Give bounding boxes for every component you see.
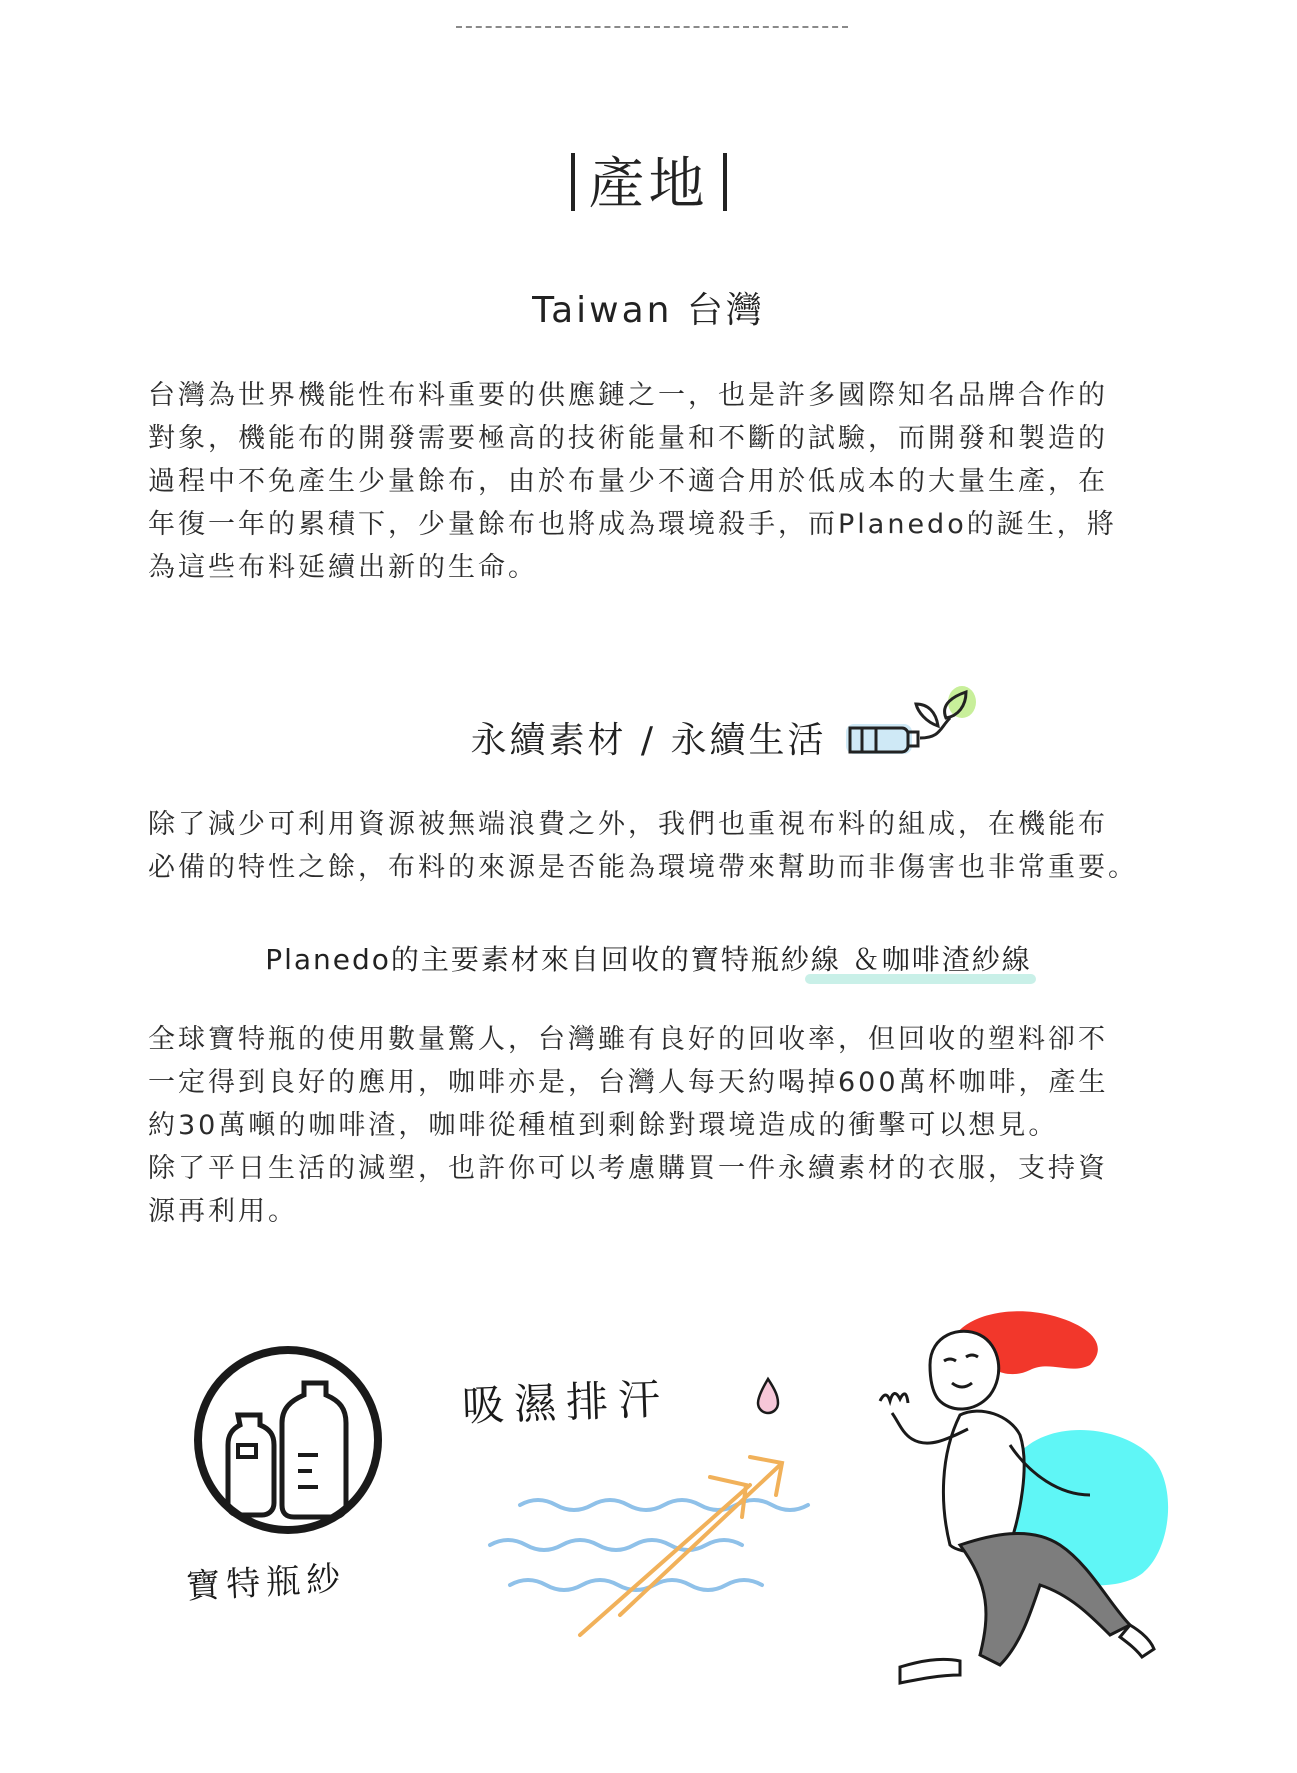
highlight-text: Planedo的主要素材來自回收的寶特瓶紗線 ＆咖啡渣紗線	[265, 938, 1032, 978]
sprout-bottle-icon	[842, 680, 982, 760]
paragraph-line: 過程中不免產生少量餘布，由於布量少不適合用於低成本的大量生產，在	[148, 466, 1108, 497]
wicking-caption: 吸濕排汗	[461, 1374, 671, 1431]
material-paragraph	[148, 803, 1168, 889]
origin-subtitle: Taiwan 台灣	[532, 290, 765, 331]
water-drop-icon	[752, 1375, 782, 1415]
paragraph-line: 源再利用。	[148, 1196, 298, 1227]
recycle-paragraph	[148, 1018, 1168, 1233]
title-bar-right	[723, 153, 727, 211]
title-text: 產地	[588, 152, 709, 217]
paragraph-line: 全球寶特瓶的使用數量驚人，台灣雖有良好的回收率，但回收的塑料卻不	[148, 1024, 1108, 1055]
paragraph-line: 一定得到良好的應用，咖啡亦是，台灣人每天約喝掉600萬杯咖啡，產生	[148, 1067, 1109, 1098]
paragraph-line: 必備的特性之餘，布料的來源是否能為環境帶來幫助而非傷害也非常重要。	[148, 852, 1138, 883]
paragraph-line: 約30萬噸的咖啡渣，咖啡從種植到剩餘對環境造成的衝擊可以想見。	[148, 1110, 1059, 1141]
paragraph-line: 除了平日生活的減塑，也許你可以考慮購買一件永續素材的衣服，支持資	[148, 1153, 1108, 1184]
bottle-yarn-caption: 寶特瓶紗	[185, 1558, 348, 1608]
sustainability-heading: 永續素材 / 永續生活	[470, 720, 827, 761]
paragraph-line: 除了減少可利用資源被無端浪費之外，我們也重視布料的組成，在機能布	[148, 809, 1108, 840]
title-bar-left	[571, 153, 575, 211]
origin-paragraph	[148, 374, 1168, 589]
paragraph-line: 台灣為世界機能性布料重要的供應鏈之一，也是許多國際知名品牌合作的	[148, 380, 1108, 411]
wicking-diagram	[480, 1425, 840, 1655]
dashed-divider	[456, 26, 848, 28]
paragraph-line: 為這些布料延續出新的生命。	[148, 552, 538, 583]
paragraph-line: 年復一年的累積下，少量餘布也將成為環境殺手，而Planedo的誕生，將	[148, 509, 1117, 540]
runner-illustration	[860, 1305, 1180, 1685]
paragraph-line: 對象，機能布的開發需要極高的技術能量和不斷的試驗，而開發和製造的	[148, 423, 1108, 454]
page-title	[0, 140, 1297, 220]
material-highlight	[0, 938, 1297, 978]
